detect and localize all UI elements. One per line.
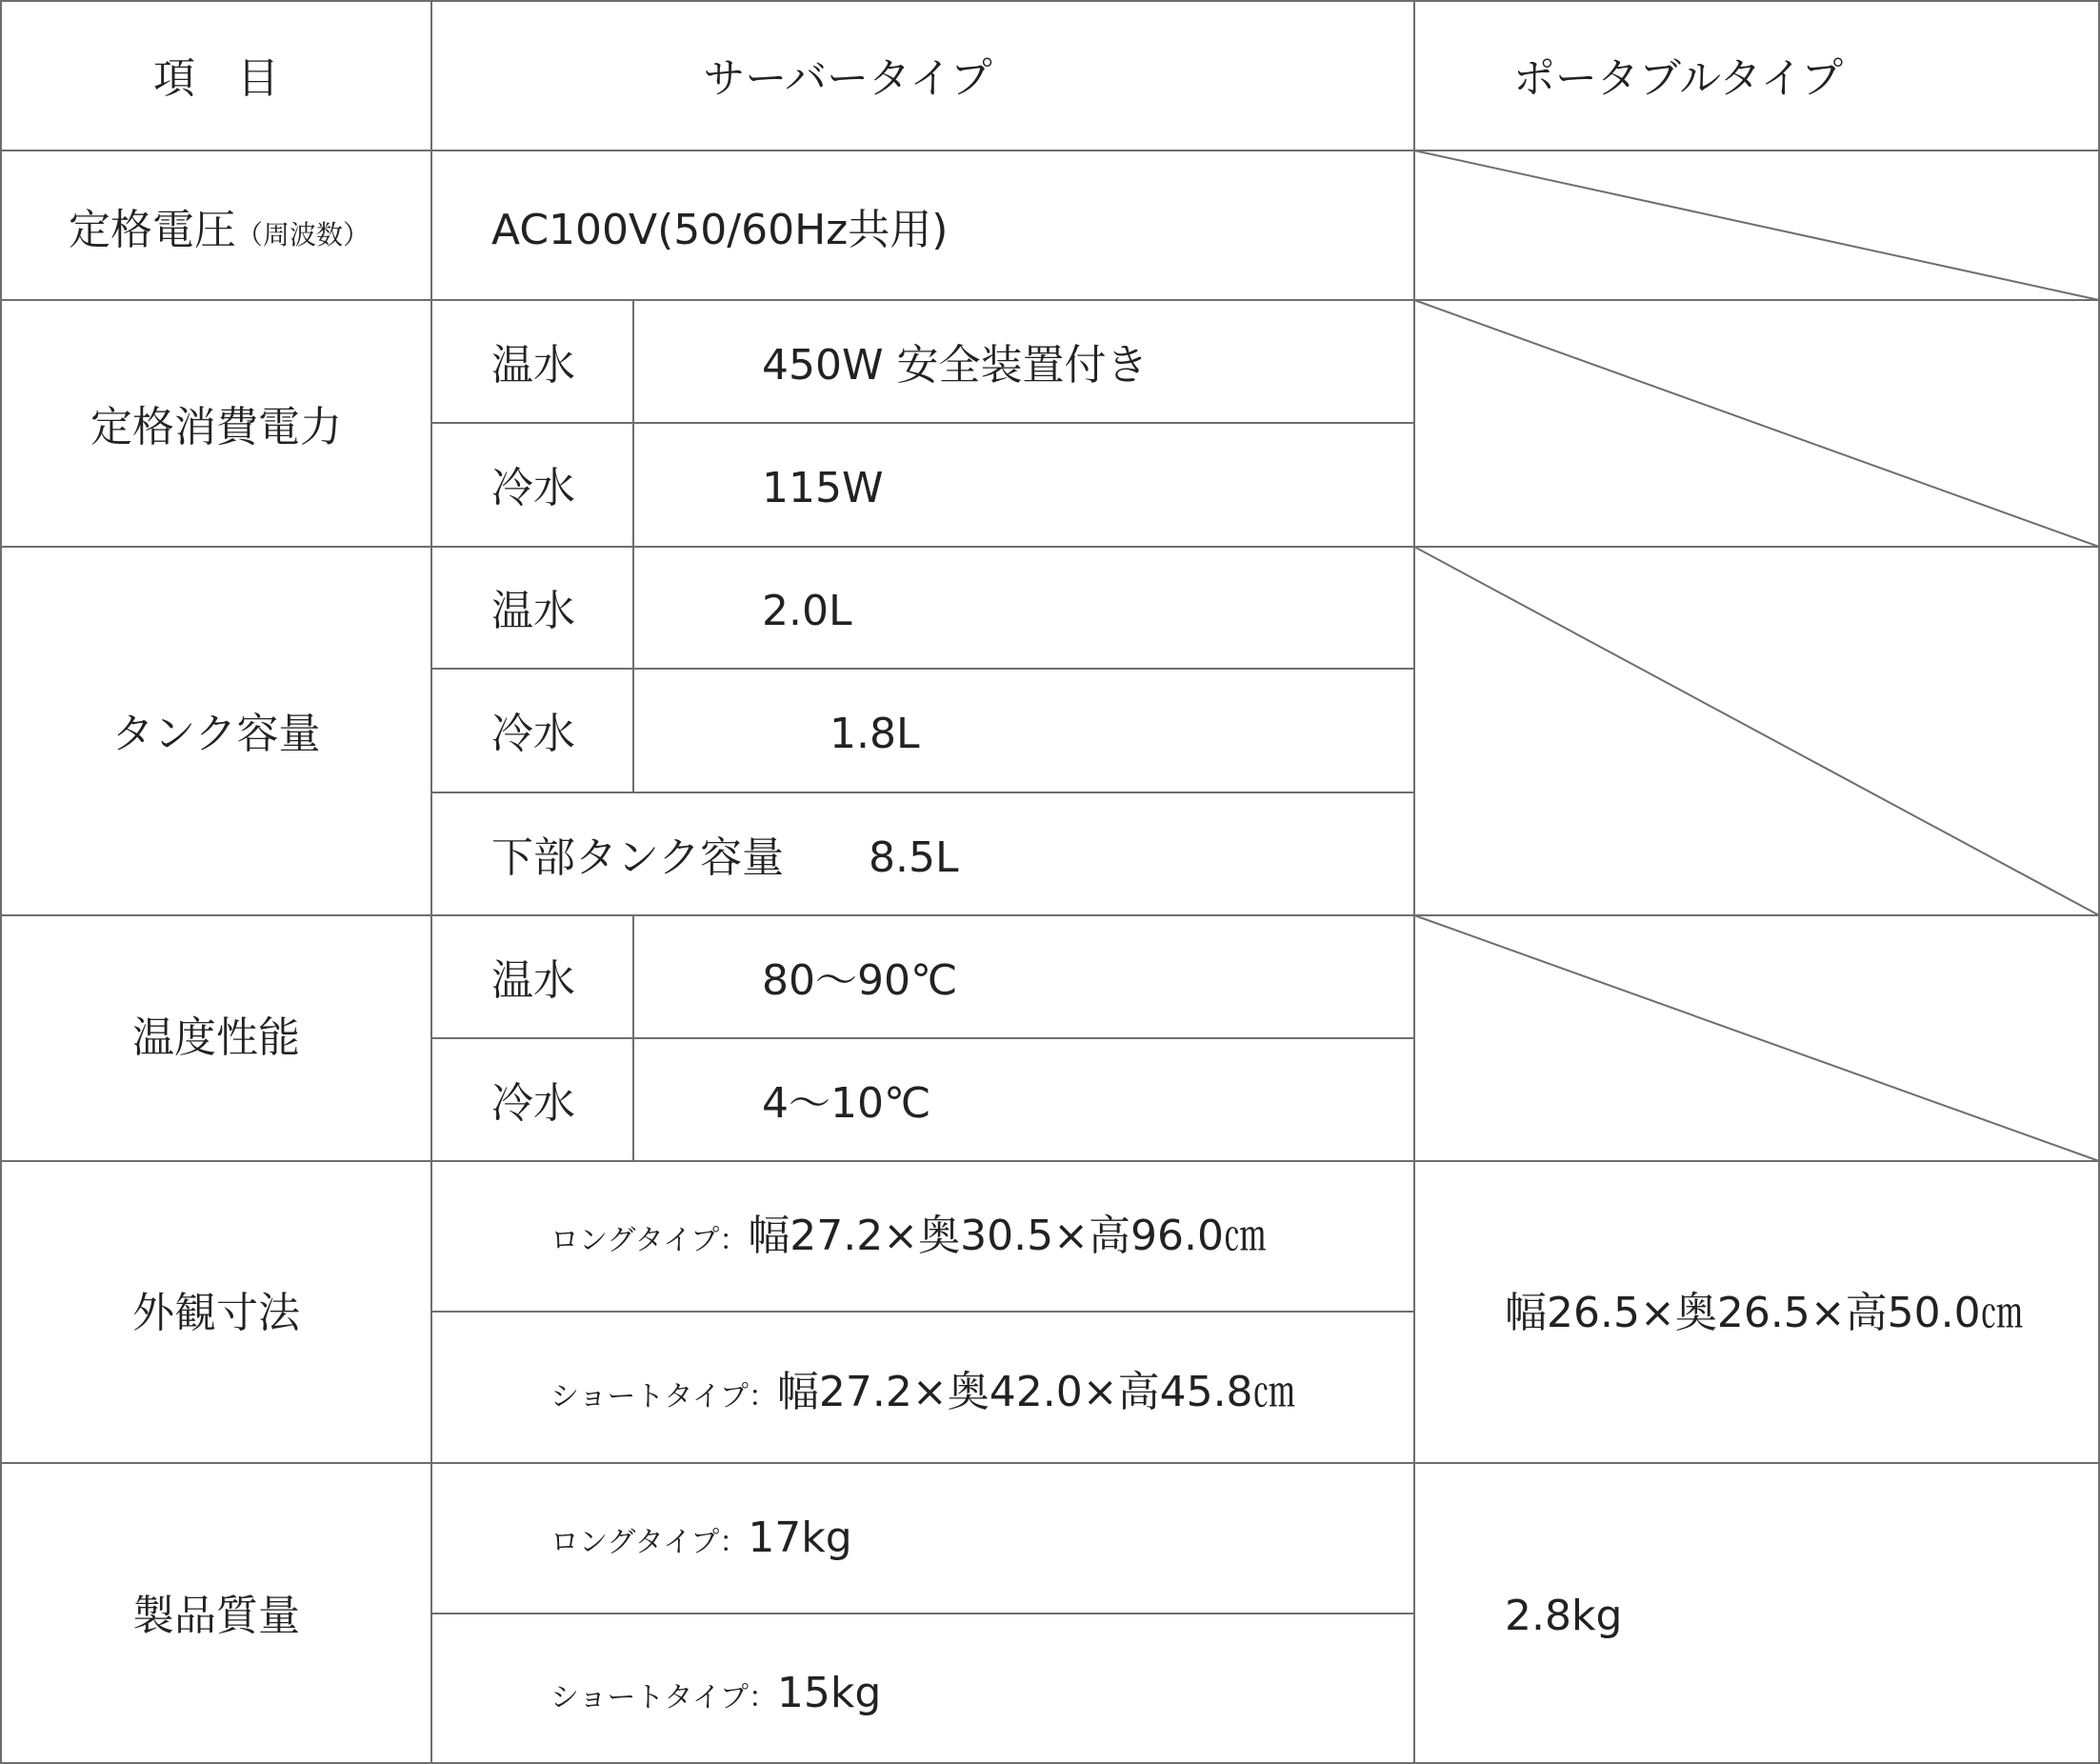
weight-short-value: 15kg — [776, 1669, 882, 1717]
voltage-label-note: （周波数） — [236, 219, 370, 251]
not-applicable-diagonal — [1414, 915, 2099, 1161]
voltage-value: AC100V(50/60Hz共用) — [491, 206, 949, 254]
dimensions-portable: 幅26.5×奥26.5×高50.0㎝ — [1505, 1289, 2023, 1337]
weight-short — [550, 1669, 882, 1717]
temperature-cold-value: 4〜10℃ — [762, 1079, 931, 1128]
row-label-power: 定格消費電力 — [90, 403, 342, 451]
power-hot-value: 450W 安全装置付き — [762, 341, 1149, 390]
not-applicable-diagonal — [1414, 150, 2099, 300]
tank-hot-value: 2.0L — [762, 587, 852, 635]
temperature-cold-label: 冷水 — [491, 1079, 575, 1128]
power-hot-label: 温水 — [491, 341, 575, 390]
dimensions-short — [550, 1368, 1295, 1416]
tank-cold-value: 1.8L — [830, 710, 920, 758]
row-label-dimensions: 外観寸法 — [132, 1289, 300, 1337]
dimensions-short-value: 幅27.2×奥42.0×高45.8㎝ — [776, 1368, 1295, 1416]
not-applicable-diagonal — [1414, 547, 2099, 915]
voltage-label: 定格電圧 — [69, 206, 236, 254]
weight-long-prefix: ロングタイプ： — [550, 1526, 749, 1559]
weight-long — [550, 1513, 852, 1562]
dimensions-long-value: 幅27.2×奥30.5×高96.0㎝ — [748, 1212, 1266, 1260]
tank-lower-label: 下部タンク容量 — [491, 833, 785, 882]
tank-lower-value: 8.5L — [869, 833, 959, 882]
power-cold-value: 115W — [762, 464, 884, 512]
temperature-hot-label: 温水 — [491, 956, 575, 1005]
temperature-hot-value: 80〜90℃ — [762, 956, 958, 1005]
header-portable-type: ポータブルタイプ — [1512, 54, 1844, 103]
weight-long-value: 17kg — [748, 1513, 852, 1562]
row-label-temperature: 温度性能 — [132, 1013, 300, 1062]
tank-hot-label: 温水 — [491, 587, 575, 635]
dimensions-long-prefix: ロングタイプ： — [550, 1224, 749, 1257]
header-server-type: サーバータイプ — [703, 54, 992, 103]
weight-portable: 2.8kg — [1505, 1592, 1623, 1640]
dimensions-long — [550, 1212, 1266, 1260]
not-applicable-diagonal — [1414, 300, 2099, 547]
tank-cold-label: 冷水 — [491, 710, 575, 758]
row-label-tank: タンク容量 — [111, 710, 321, 758]
dimensions-short-prefix: ショートタイプ： — [550, 1380, 777, 1413]
power-cold-label: 冷水 — [491, 464, 575, 512]
row-label-weight: 製品質量 — [132, 1592, 300, 1640]
row-label-voltage — [69, 206, 370, 254]
weight-short-prefix: ショートタイプ： — [550, 1681, 777, 1714]
header-item: 項 目 — [153, 54, 279, 103]
